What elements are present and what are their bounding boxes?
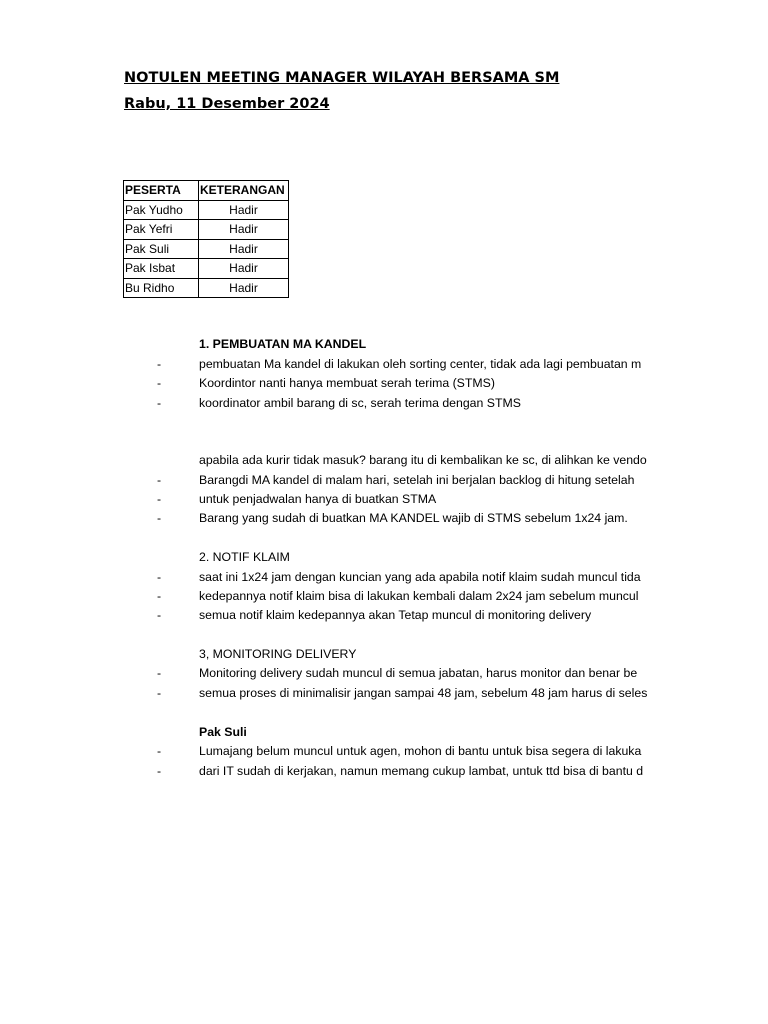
list-item: Lumajang belum muncul untuk agen, mohon di bantu untuk bisa segera di lakuka (199, 744, 642, 758)
attendance-status: Hadir (199, 259, 289, 279)
attendance-status: Hadir (199, 239, 289, 259)
list-item: semua proses di minimalisir jangan sampai 48 jam, sebelum 48 jam harus di seles (199, 686, 648, 700)
bullet-dash: - (157, 686, 162, 700)
note-paragraph: apabila ada kurir tidak masuk? barang itu di kembalikan ke sc, di alihkan ke vendo (199, 453, 647, 467)
section-heading-monitoring-delivery: 3, MONITORING DELIVERY (199, 647, 357, 661)
section-heading-pak-suli: Pak Suli (199, 725, 247, 739)
attendance-status: Hadir (199, 278, 289, 298)
participant-name: Pak Yudho (124, 200, 199, 220)
document-title: NOTULEN MEETING MANAGER WILAYAH BERSAMA SM (124, 70, 560, 86)
bullet-dash: - (157, 492, 162, 506)
participant-name: Pak Isbat (124, 259, 199, 279)
list-item: Barang yang sudah di buatkan MA KANDEL wajib di STMS sebelum 1x24 jam. (199, 511, 628, 525)
bullet-dash: - (157, 473, 162, 487)
bullet-dash: - (157, 376, 162, 390)
list-item: koordinator ambil barang di sc, serah terima dengan STMS (199, 396, 521, 410)
section-heading-notif-klaim: 2. NOTIF KLAIM (199, 550, 290, 564)
list-item: untuk penjadwalan hanya di buatkan STMA (199, 492, 437, 506)
list-item: kedepannya notif klaim bisa di lakukan kembali dalam 2x24 jam sebelum muncul (199, 589, 639, 603)
list-item: Barangdi MA kandel di malam hari, setelah ini berjalan backlog di hitung setelah (199, 473, 635, 487)
bullet-dash: - (157, 666, 162, 680)
list-item: saat ini 1x24 jam dengan kuncian yang ada apabila notif klaim sudah muncul tida (199, 570, 641, 584)
bullet-dash: - (157, 764, 162, 778)
list-item: semua notif klaim kedepannya akan Tetap muncul di monitoring delivery (199, 608, 592, 622)
list-item: Koordintor nanti hanya membuat serah terima (STMS) (199, 376, 495, 390)
list-item: dari IT sudah di kerjakan, namun memang cukup lambat, untuk ttd bisa di bantu d (199, 764, 644, 778)
bullet-dash: - (157, 744, 162, 758)
bullet-dash: - (157, 570, 162, 584)
column-header-peserta: PESERTA (124, 181, 199, 201)
bullet-dash: - (157, 357, 162, 371)
bullet-dash: - (157, 608, 162, 622)
attendance-status: Hadir (199, 220, 289, 240)
bullet-dash: - (157, 396, 162, 410)
list-item: Monitoring delivery sudah muncul di semua jabatan, harus monitor dan benar be (199, 666, 638, 680)
attendance-status: Hadir (199, 200, 289, 220)
participant-name: Pak Suli (124, 239, 199, 259)
section-heading-pembuatan-ma-kandel: 1. PEMBUATAN MA KANDEL (199, 337, 367, 351)
participant-name: Pak Yefri (124, 220, 199, 240)
bullet-dash: - (157, 511, 162, 525)
list-item: pembuatan Ma kandel di lakukan oleh sorting center, tidak ada lagi pembuatan m (199, 357, 642, 371)
document-date: Rabu, 11 Desember 2024 (124, 96, 330, 112)
participant-name: Bu Ridho (124, 278, 199, 298)
column-header-keterangan: KETERANGAN (199, 181, 289, 201)
bullet-dash: - (157, 589, 162, 603)
